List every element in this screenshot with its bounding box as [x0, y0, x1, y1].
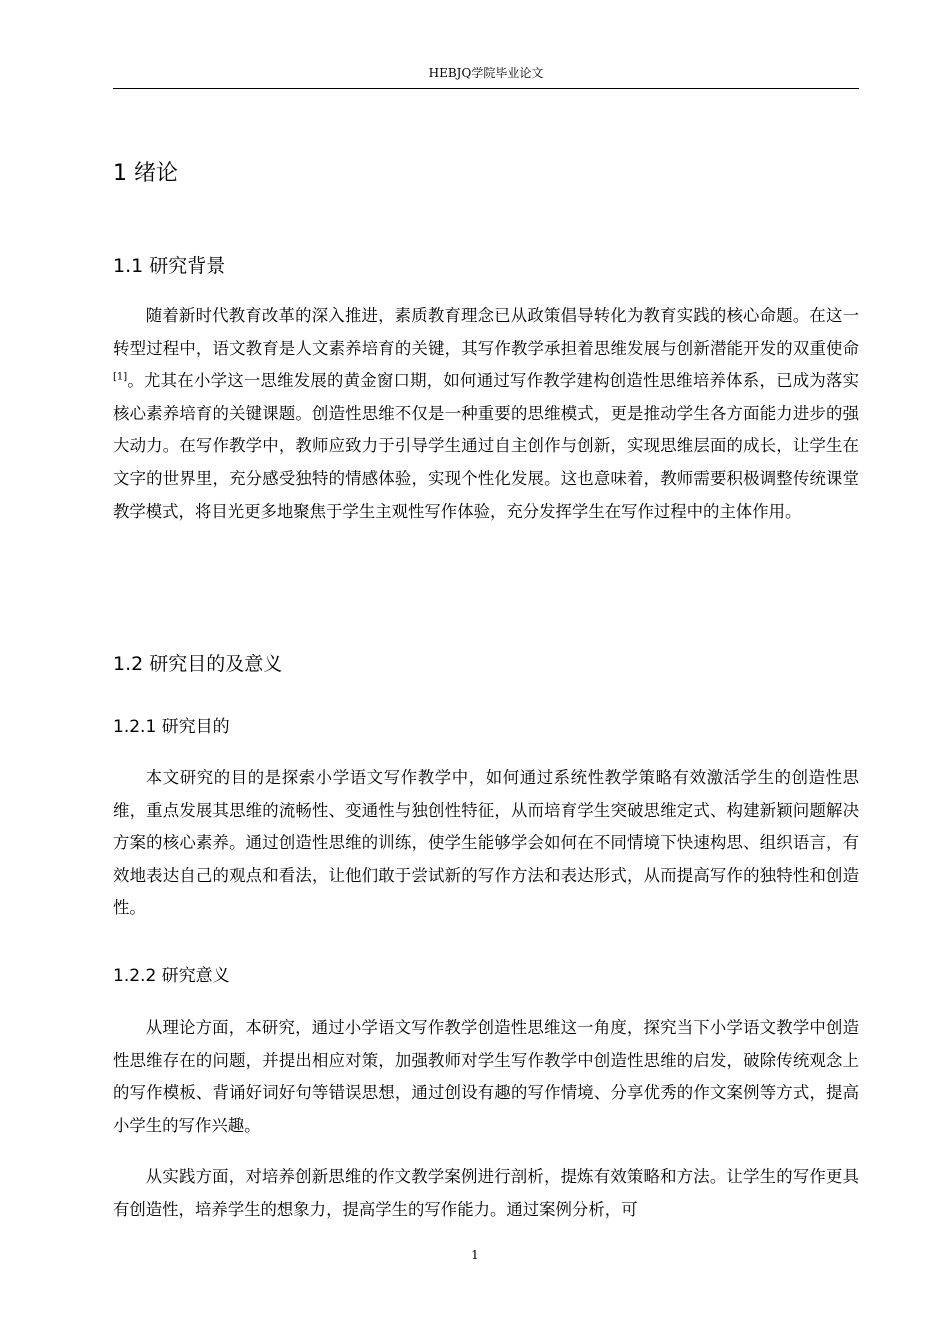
- paragraph-significance-practice: 从实践方面，对培养创新思维的作文教学案例进行剖析，提炼有效策略和方法。让学生的写作更具有创造性，培养学生的想象力，提高学生的写作能力。通过案例分析，可: [113, 1167, 859, 1219]
- section-title-1-2-2: 1.2.2 研究意义: [113, 966, 230, 986]
- section-title-1-1: 1.1 研究背景: [113, 255, 226, 277]
- section-title-1-2-1: 1.2.1 研究目的: [113, 717, 230, 737]
- page-header: HEBJQ学院毕业论文: [113, 64, 859, 89]
- paragraph-purpose: 本文研究的目的是探索小学语文写作教学中，如何通过系统性教学策略有效激活学生的创造性思维，重点发展其思维的流畅性、变通性与独创性特征，从而培育学生突破思维定式、构建新颖问题解决方案的核心素养。通过创造性思维的训练，使学生能够学会如何在不同情境下快速构思、组织语言，有效地表达自己的观点和看法，让他们敢于尝试新的写作方法和表达形式，从而提高写作的独特性和创造性。: [113, 768, 859, 918]
- paragraph-significance-theory: 从理论方面，本研究，通过小学语文写作教学创造性思维这一角度，探究当下小学语文教学中创造性思维存在的问题，并提出相应对策，加强教师对学生写作教学中创造性思维的启发，破除传统观念上的写作模板、背诵好词好句等错误思想，通过创设有趣的写作情境、分享优秀的作文案例等方式，提高小学生的写作兴趣。: [113, 1018, 859, 1135]
- paragraph-background-text-b: 。尤其在小学这一思维发展的黄金窗口期，如何通过写作教学建构创造性思维培养体系，已成为落实核心素养培育的关键课题。创造性思维不仅是一种重要的思维模式，更是推动学生各方面能力进步的强大动力。在写作教学中，教师应致力于引导学生通过自主创作与创新，实现思维层面的成长，让学生在文字的世界里，充分感受独特的情感体验，实现个性化发展。这也意味着，教师需要积极调整传统课堂教学模式，将目光更多地聚焦于学生主观性写作体验，充分发挥学生在写作过程中的主体作用。: [113, 371, 859, 521]
- section-title-1-2: 1.2 研究目的及意义: [113, 653, 283, 675]
- page-number: 1: [471, 1248, 479, 1262]
- paragraph-background-text-a: 随着新时代教育改革的深入推进，素质教育理念已从政策倡导转化为教育实践的核心命题。在这一转型过程中，语文教育是人文素养培育的关键，其写作教学承担着思维发展与创新潜能开发的双重使命: [113, 306, 859, 358]
- chapter-title: 1 绪论: [113, 161, 178, 186]
- citation-1: [1]: [113, 371, 128, 383]
- paragraph-background: [113, 300, 859, 528]
